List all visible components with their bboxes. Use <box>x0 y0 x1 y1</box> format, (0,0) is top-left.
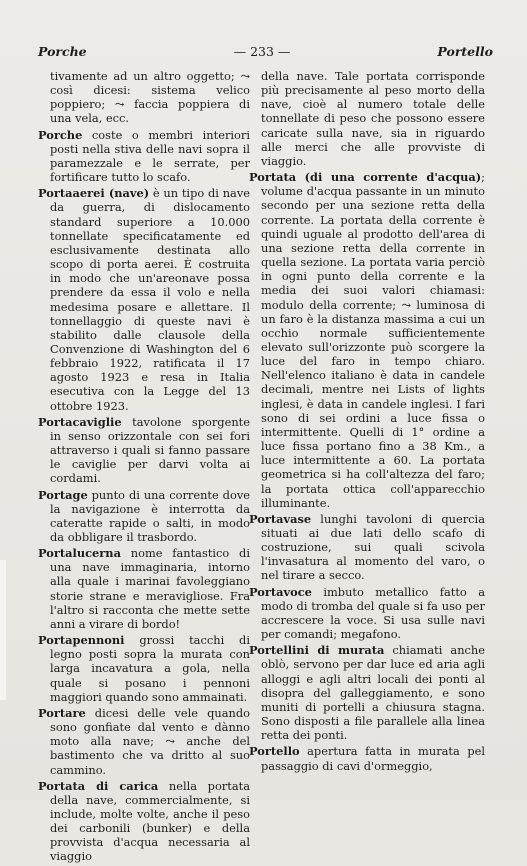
entry-definition: lunghi tavoloni di quercia situati ai due lati dello scafo di costruzione, sui quali scivola l'invasatura al momento del varo, o nel tirare a secco. <box>261 511 485 583</box>
entry-headword: Portavase <box>249 511 312 526</box>
entry-definition: punto di una corrente dove la navigazione è interrotta da cateratte rapide o salti, in modo da obbligare il trasbordo. <box>50 487 250 544</box>
entry-definition: della nave. Tale portata corrisponde più precisamente al peso morto della nave, cioè al numero totale delle tonnellate di peso che possono essere caricate sulla nave, sia in riguardo alle merci che alle provviste di viaggio. <box>261 69 485 168</box>
page-number: — 233 — <box>233 44 291 59</box>
entry-definition: chiamati anche oblò, servono per dar luce ed aria agli alloggi e agli altri locali dei ponti al disopra del galleggiamento, e sono muniti di portelli a chiusura stagna. Sono disposti a file parallele alla linea retta dei ponti. <box>261 643 485 743</box>
entry-definition: coste o membri interiori posti nella stiva delle navi sopra il paramezzale e le serrate, per fortificare tutto lo scafo. <box>50 127 250 185</box>
dictionary-entry <box>38 546 250 631</box>
entry-continuation <box>38 69 250 126</box>
entry-definition: nome fantastico di una nave immaginaria, intorno alla quale i marinai favoleggiano storie strane e meravigliose. Fra l'altro si racconta che mette sette anni a virare di bordo! <box>50 546 250 631</box>
entry-headword: Portata di carica <box>38 778 159 793</box>
entry-headword: Portare <box>38 705 86 720</box>
dictionary-entry <box>38 488 250 545</box>
entry-headword: Portapennoni <box>38 633 125 648</box>
dictionary-entry <box>249 744 485 772</box>
entry-definition: tivamente ad un altro oggetto; ⤳ così dicesi: sistema velico poppiero; ⤳ faccia poppiera di una vela, ecc. <box>50 69 250 126</box>
header-left-guideword: Porche <box>38 44 87 59</box>
dictionary-entry <box>38 706 250 777</box>
left-column <box>38 69 250 866</box>
dictionary-entry <box>249 170 485 510</box>
page-edge-mark <box>0 560 6 700</box>
dictionary-entry <box>38 633 250 704</box>
entry-headword: Portello <box>249 744 300 759</box>
entry-continuation <box>249 69 485 168</box>
running-header <box>38 44 493 60</box>
dictionary-entry <box>249 643 485 742</box>
header-right-guideword: Portello <box>437 44 493 59</box>
entry-headword: Portacaviglie <box>38 414 122 429</box>
entry-headword: Portaaerei (nave) <box>38 186 150 201</box>
entry-headword: Portellini di murata <box>249 643 385 658</box>
entry-definition: imbuto metallico fatto a modo di tromba del quale si fa uso per accrescere la voce. Si usa sulle navi per comandi; megafono. <box>261 584 485 642</box>
right-column <box>249 69 485 775</box>
dictionary-entry <box>249 512 485 583</box>
dictionary-entry <box>38 415 250 486</box>
entry-definition: nella portata della nave, commercialmente, si include, molte volte, anche il peso dei carbonili (bunker) e della provvista d'acqua necessaria al viaggio <box>50 778 250 864</box>
entry-definition: è un tipo di nave da guerra, di dislocamento standard superiore a 10.000 tonnellate specificatamente ed esclusivamente destinata allo scopo di porta aerei. È costruita in modo che un'areonave possa prendere da essa il volo e nella medesima posare e allettare. Il tonnellaggio di queste navi è stabilito dalle clausole della Convenzione di Washington del 6 febbraio 1922, ratificata il 17 agosto 1923 e resa in Italia esecutiva con la Legge del 13 ottobre 1923. <box>50 186 250 413</box>
entry-headword: Porche <box>38 127 83 142</box>
entry-definition: ; volume d'acqua passante in un minuto secondo per una sezione retta della corrente. La portata della corrente è quindi uguale al prodotto dell'area di una sezione retta della corrente in quella sezione. La portata varia perciò in ogni punto della corrente e la media dei suoi valori chiamasi: modulo della corrente; ⤳ luminosa di un faro è la distanza massima a cui un occhio normale sufficientemente elevato sull'orizzonte può scorgere la luce del faro in tempo chiaro. Nell'elenco italiano è data in candele decimali, mentre nei Lists of lights inglesi, è data in candele inglesi. I fari sono di sei ordini a luce fissa o intermittente. Quelli di 1° ordine a luce fissa portano fino a 38 Km., a luce intermittente a 60. La portata geometrica si ha coll'altezza del faro; la portata ottica coll'apparecchio illuminante. <box>261 170 485 510</box>
entry-headword: Portage <box>38 487 88 502</box>
dictionary-entry <box>38 779 250 864</box>
entry-definition: tavolone sporgente in senso orizzontale con sei fori attraverso i quali si fanno passare le caviglie per darvi volta ai cordami. <box>50 414 250 486</box>
dictionary-entry <box>249 585 485 642</box>
entry-headword: Portata (di una corrente d'acqua) <box>249 170 482 185</box>
entry-headword: Portavoce <box>249 584 312 599</box>
entry-definition: apertura fatta in murata pel passaggio di cavi d'ormeggio, <box>261 744 485 773</box>
dictionary-entry <box>38 186 250 413</box>
dictionary-entry <box>38 128 250 185</box>
entry-definition: dicesi delle vele quando sono gonfiate dal vento e dànno moto alla nave; ⤳ anche del bastimento che va dritto al suo cammino. <box>50 705 250 777</box>
entry-definition: grossi tacchi di legno posti sopra la murata con larga incavatura a gola, nella quale si posano i pennoni maggiori quando sono ammainati. <box>50 633 250 704</box>
entry-headword: Portalucerna <box>38 546 121 561</box>
